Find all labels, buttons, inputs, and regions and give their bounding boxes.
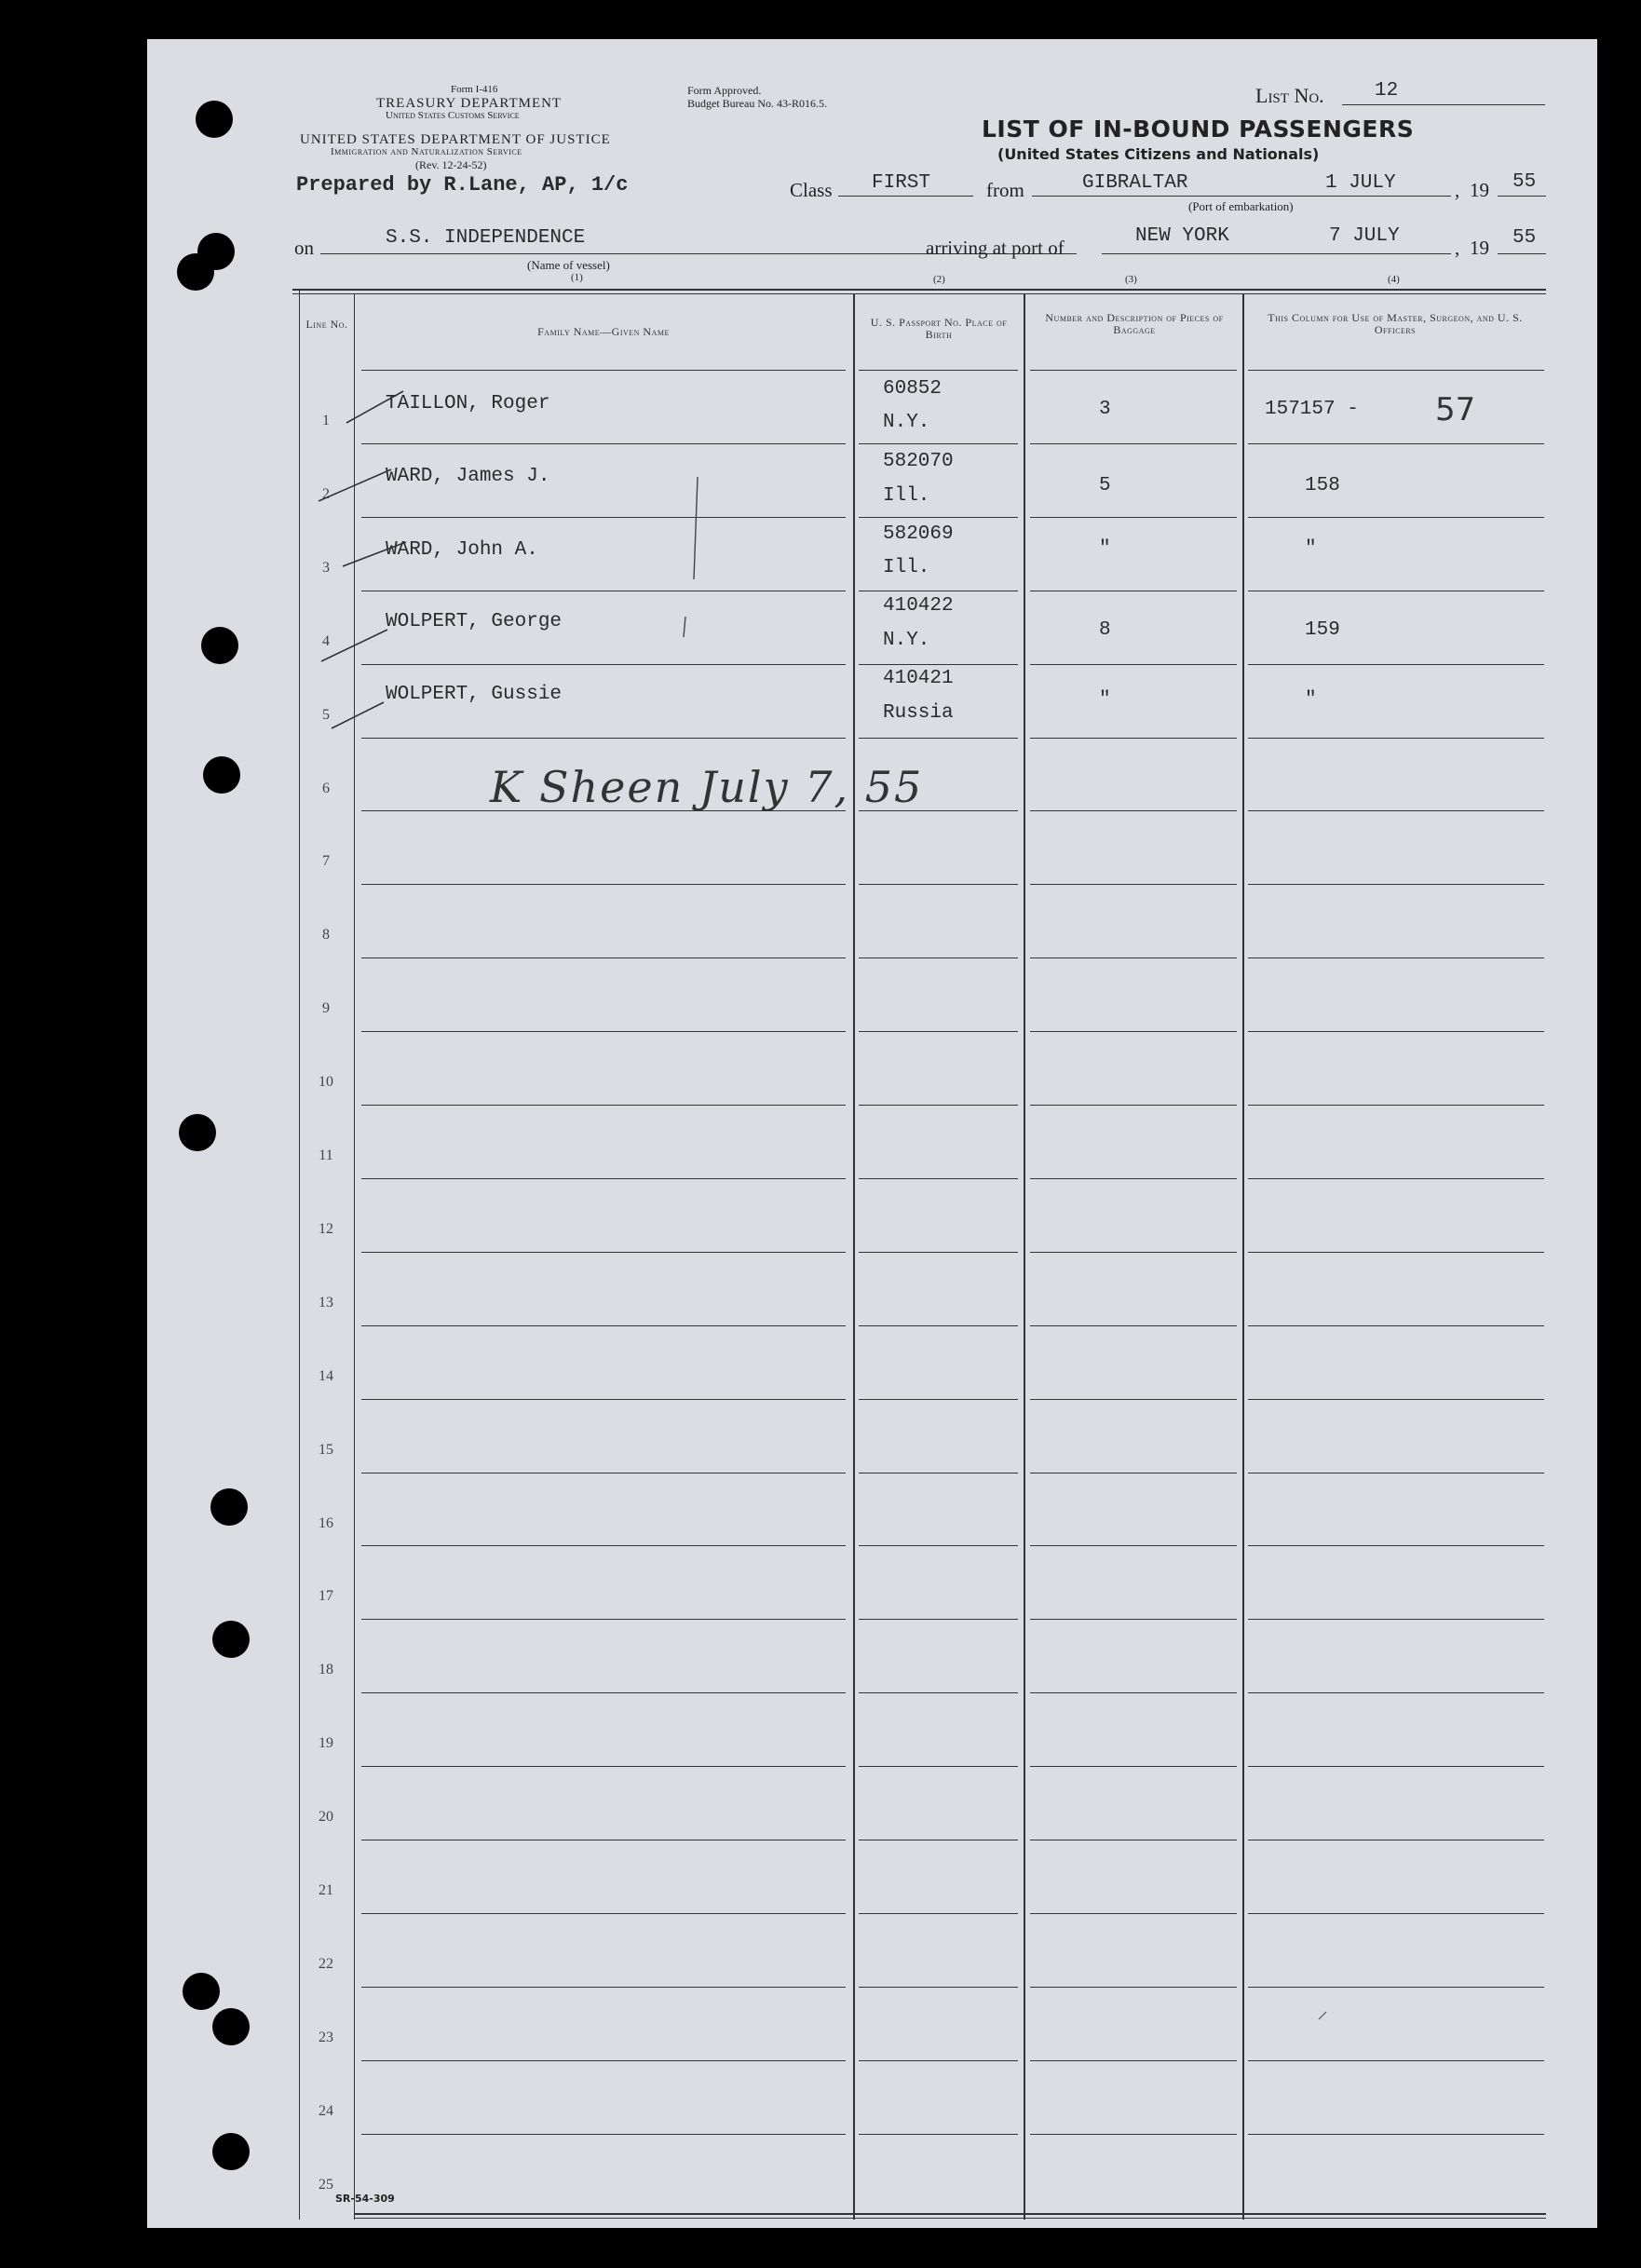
year-value-1: 55 <box>1512 171 1537 193</box>
row-1-use: 157157 - <box>1265 399 1359 420</box>
line-number: 18 <box>319 1662 333 1677</box>
binder-hole <box>177 253 214 291</box>
form-number: Form I-416 <box>451 84 498 95</box>
line-number: 22 <box>319 1956 333 1972</box>
line-number: 24 <box>319 2103 333 2119</box>
header-use: This Column for Use of Master, Surgeon, and U. S. Officers <box>1268 311 1523 336</box>
col-num-1: (1) <box>571 272 583 283</box>
header-name: Family Name—Given Name <box>537 325 670 338</box>
binder-hole <box>212 2133 250 2170</box>
line-number: 10 <box>319 1074 333 1090</box>
revision: (Rev. 12-24-52) <box>415 158 487 171</box>
document-subtitle: (United States Citizens and Nationals) <box>997 145 1320 163</box>
header-line-no: Line No. <box>305 318 348 331</box>
line-number: 20 <box>319 1809 333 1825</box>
line-number: 21 <box>319 1882 333 1898</box>
col-num-2: (2) <box>933 274 945 285</box>
header-baggage: Number and Description of Pieces of Baggage <box>1045 311 1224 336</box>
handwritten-signature: K Sheen July 7, 55 <box>490 762 924 812</box>
line-number: 2 <box>322 486 330 502</box>
class-label: Class <box>790 179 833 201</box>
line-number: 4 <box>322 633 330 649</box>
line-number: 23 <box>319 2030 333 2045</box>
line-number: 12 <box>319 1221 333 1237</box>
row-3-baggage: " <box>1099 538 1111 560</box>
binder-hole <box>210 1488 248 1526</box>
row-3-birth: Ill. <box>883 557 930 578</box>
row-5-passport: 410421 <box>883 668 954 689</box>
row-4-name: WOLPERT, George <box>386 611 563 632</box>
customs-service: United States Customs Service <box>386 110 520 121</box>
line-number: 14 <box>319 1368 333 1384</box>
row-4-birth: N.Y. <box>883 630 930 651</box>
row-3-passport: 582069 <box>883 523 954 545</box>
vessel-note: (Name of vessel) <box>527 258 610 272</box>
row-1-passport: 60852 <box>883 378 943 400</box>
line-number: 7 <box>322 853 330 869</box>
ins-service: Immigration and Naturalization Service <box>331 146 522 157</box>
line-number: 1 <box>322 413 330 428</box>
row-3-use: " <box>1305 538 1317 560</box>
row-2-passport: 582070 <box>883 451 954 472</box>
line-number: 9 <box>322 1000 330 1016</box>
line-number: 5 <box>322 707 330 723</box>
row-5-name: WOLPERT, Gussie <box>386 684 563 705</box>
binder-hole <box>203 756 240 794</box>
line-number: 3 <box>322 560 330 576</box>
binder-hole <box>212 1621 250 1658</box>
year-prefix-2: 19 <box>1470 237 1489 259</box>
col-num-3: (3) <box>1125 274 1137 285</box>
class-value: FIRST <box>872 172 931 194</box>
arriving-label: arriving at port of <box>926 237 1065 259</box>
row-4-use: 159 <box>1305 619 1340 641</box>
line-number: 8 <box>322 927 330 943</box>
row-5-birth: Russia <box>883 702 954 724</box>
document-sheet <box>147 39 1597 2228</box>
port-note: (Port of embarkation) <box>1188 199 1294 213</box>
list-no-label: List No. <box>1255 84 1324 107</box>
row-1-baggage: 3 <box>1099 399 1111 420</box>
budget-bureau: Budget Bureau No. 43-R016.5. <box>687 97 827 110</box>
row-1-name: TAILLON, Roger <box>386 393 550 414</box>
binder-hole <box>212 2008 250 2045</box>
row-2-name: WARD, James J. <box>386 466 550 487</box>
port-of-embarkation: GIBRALTAR <box>1082 172 1188 194</box>
check-marks <box>147 39 1597 2228</box>
on-label: on <box>294 237 314 259</box>
binder-hole <box>179 1114 216 1151</box>
row-4-baggage: 8 <box>1099 619 1111 641</box>
line-number: 13 <box>319 1295 333 1311</box>
year-comma-2: , <box>1455 237 1460 259</box>
line-number: 17 <box>319 1588 333 1604</box>
from-label: from <box>986 179 1024 201</box>
header-passport: U. S. Passport No. Place of Birth <box>870 316 1008 341</box>
justice-dept: UNITED STATES DEPARTMENT OF JUSTICE <box>300 132 611 147</box>
prepared-by: Prepared by R.Lane, AP, 1/c <box>296 173 629 197</box>
binder-hole <box>183 1973 220 2010</box>
row-1-birth: N.Y. <box>883 412 930 433</box>
line-number: 25 <box>319 2177 333 2193</box>
year-value-2: 55 <box>1512 227 1537 249</box>
row-2-birth: Ill. <box>883 485 930 507</box>
row-5-use: " <box>1305 689 1317 711</box>
vessel-name: S.S. INDEPENDENCE <box>386 227 586 249</box>
arrival-port: NEW YORK <box>1135 225 1229 247</box>
handwritten-number: 57 <box>1435 391 1476 428</box>
arrival-date: 7 JULY <box>1329 225 1400 247</box>
row-3-name: WARD, John A. <box>386 539 538 561</box>
line-number: 19 <box>319 1735 333 1751</box>
list-no-value: 12 <box>1375 80 1399 102</box>
binder-hole <box>201 627 238 664</box>
line-number: 11 <box>319 1148 333 1163</box>
year-prefix-1: 19 <box>1470 179 1489 201</box>
row-5-baggage: " <box>1099 689 1111 711</box>
row-2-use: 158 <box>1305 475 1340 496</box>
col-num-4: (4) <box>1388 274 1400 285</box>
line-number: 16 <box>319 1515 333 1531</box>
treasury-dept: TREASURY DEPARTMENT <box>376 96 563 111</box>
form-code: SR-54-309 <box>335 2193 395 2205</box>
embarkation-date: 1 JULY <box>1325 172 1396 194</box>
document-title: LIST OF IN-BOUND PASSENGERS <box>982 115 1415 143</box>
binder-hole <box>196 101 233 138</box>
year-comma-1: , <box>1455 179 1460 201</box>
form-approved: Form Approved. <box>687 84 762 97</box>
row-2-baggage: 5 <box>1099 475 1111 496</box>
row-4-passport: 410422 <box>883 595 954 617</box>
line-number: 15 <box>319 1442 333 1458</box>
line-number: 6 <box>322 781 330 796</box>
